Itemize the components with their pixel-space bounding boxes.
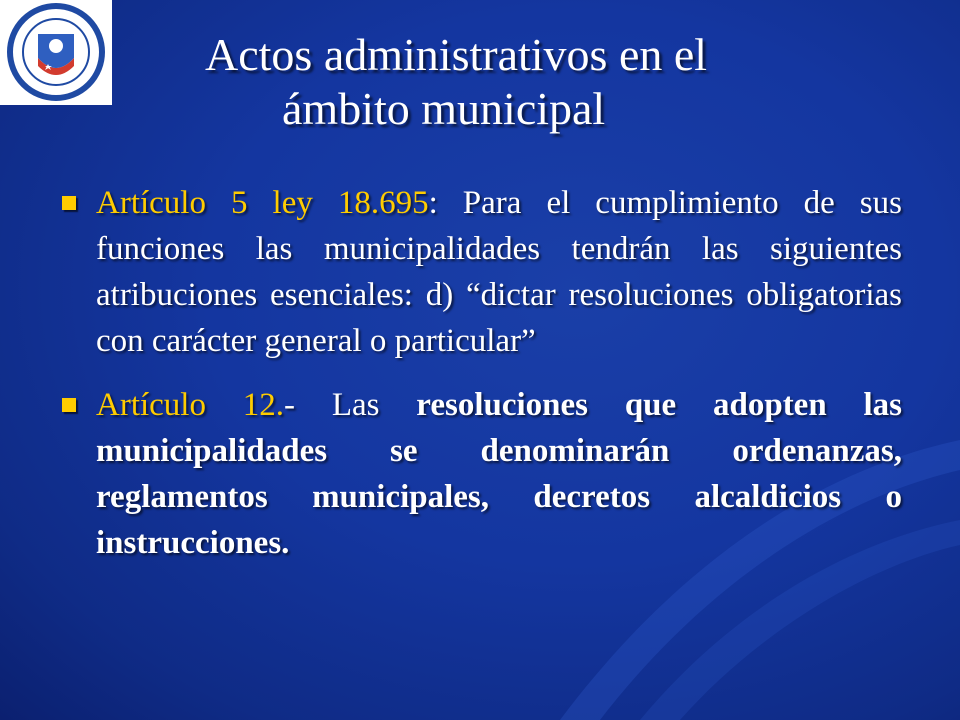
bullet-list bbox=[62, 180, 902, 584]
article-reference: Artículo 5 ley 18.695 bbox=[96, 185, 429, 221]
title-line-1: Actos administrativos en el bbox=[205, 29, 708, 80]
contraloria-seal-icon bbox=[0, 0, 112, 105]
bullet-square-icon bbox=[62, 196, 76, 210]
bullet-text bbox=[96, 180, 902, 364]
article-body-bold: resoluciones que adopten las municipalidades se denominarán ordenanzas, reglamentos municipales, decretos alcaldicios o instrucciones. bbox=[96, 387, 902, 561]
bullet-text bbox=[96, 382, 902, 566]
bullet-square-icon bbox=[62, 398, 76, 412]
title-line-2: ámbito municipal bbox=[282, 83, 606, 134]
article-connector: - Las bbox=[284, 387, 417, 423]
bullet-item-articulo-12 bbox=[62, 382, 902, 566]
logo-box bbox=[0, 0, 112, 105]
article-reference: Artículo 12. bbox=[96, 387, 285, 423]
bullet-item-articulo-5 bbox=[62, 180, 902, 364]
slide-title bbox=[150, 28, 890, 136]
article-body: : Para el cumplimiento de sus funciones las municipalidades tendrán las siguientes atribuciones esenciales: d) “dictar resoluciones obligatorias con carácter general o particular” bbox=[96, 185, 902, 359]
